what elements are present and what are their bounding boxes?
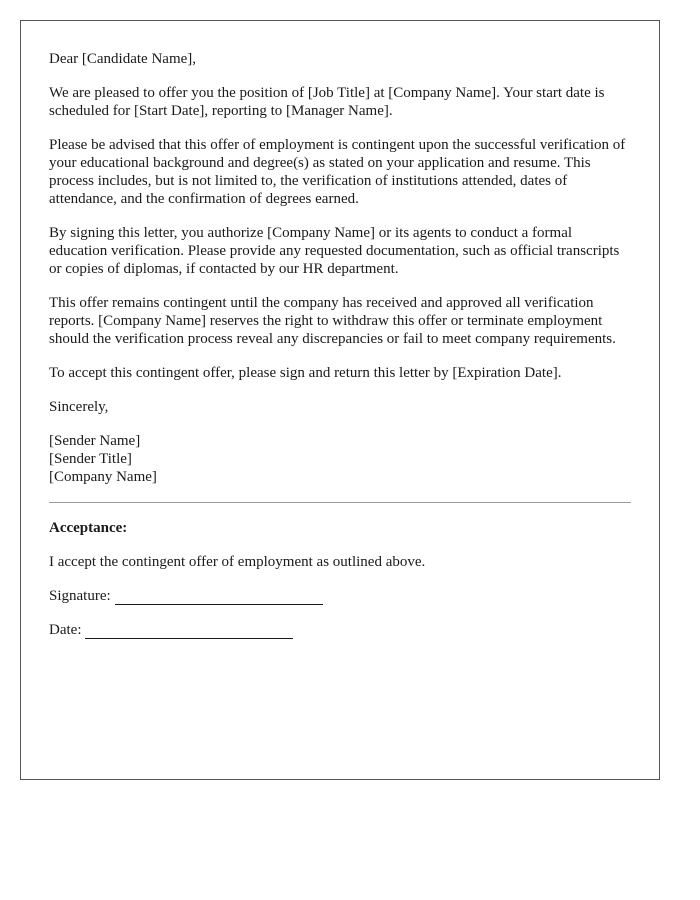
date-row: [49, 621, 631, 639]
sender-title: [Sender Title]: [49, 451, 132, 467]
signature-line[interactable]: [115, 590, 323, 605]
salutation: Dear [Candidate Name],: [49, 51, 197, 67]
paragraph-offer: We are pleased to offer you the position of [Job Title] at [Company Name]. Your start date is scheduled for [Start Date], reporting to [Manager Name].: [49, 85, 605, 119]
paragraph-authorization: By signing this letter, you authorize [Company Name] or its agents to conduct a formal education verification. Please provide any requested documentation, such as official transcripts or copies of diplomas, if contacted by our HR department.: [49, 225, 620, 277]
paragraph-accept-instructions: To accept this contingent offer, please sign and return this letter by [Expiration Date].: [49, 365, 562, 381]
sender-company: [Company Name]: [49, 469, 157, 485]
sender-block: [49, 432, 631, 486]
sender-name: [Sender Name]: [49, 433, 141, 449]
date-label: Date:: [49, 622, 82, 638]
acceptance-statement: I accept the contingent offer of employment as outlined above.: [49, 554, 426, 570]
signature-label: Signature:: [49, 588, 111, 604]
paragraph-contingency: Please be advised that this offer of employment is contingent upon the successful verification of your educational background and degree(s) as stated on your application and resume. This process includes, but is not limited to, the verification of institutions attended, dates of attendance, and the confirmation of degrees earned.: [49, 137, 626, 207]
date-line[interactable]: [85, 624, 293, 639]
offer-letter: [20, 20, 660, 780]
acceptance-heading: Acceptance:: [49, 520, 128, 536]
paragraph-withdrawal: This offer remains contingent until the company has received and approved all verification reports. [Company Name] reserves the right to withdraw this offer or terminate employment should the verification process reveal any discrepancies or fail to meet company requirements.: [49, 295, 616, 347]
closing: Sincerely,: [49, 399, 109, 415]
signature-row: [49, 587, 631, 605]
divider: [49, 502, 631, 503]
